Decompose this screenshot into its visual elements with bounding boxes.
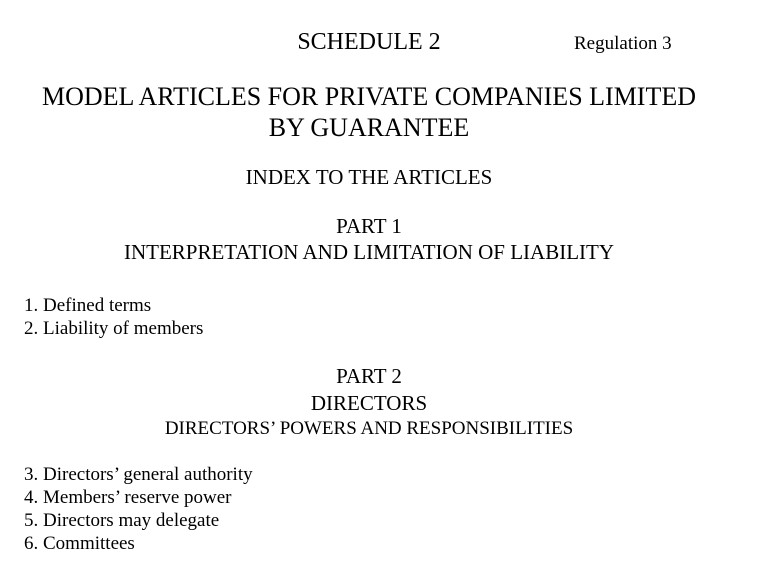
document-title-line-2: BY GUARANTEE: [268, 113, 470, 142]
schedule-heading: SCHEDULE 2: [297, 29, 441, 55]
part-2-subtitle: DIRECTORS’ POWERS AND RESPONSIBILITIES: [164, 418, 574, 439]
article-list-item: 5. Directors may delegate: [24, 510, 220, 531]
regulation-reference: Regulation 3: [574, 33, 672, 54]
index-heading: INDEX TO THE ARTICLES: [245, 165, 493, 189]
part-2-article-list: [24, 465, 253, 557]
article-list-item: 4. Members’ reserve power: [24, 487, 232, 508]
part-2-title: DIRECTORS: [310, 391, 428, 415]
article-list-item: 3. Directors’ general authority: [24, 464, 253, 485]
part-2-label: PART 2: [336, 364, 402, 388]
article-list-item: 1. Defined terms: [24, 295, 152, 316]
article-list-item: 2. Liability of members: [24, 318, 204, 339]
document-title-line-1: MODEL ARTICLES FOR PRIVATE COMPANIES LIMITED: [41, 82, 697, 111]
part-1-title: INTERPRETATION AND LIMITATION OF LIABILITY: [123, 240, 615, 264]
part-1-label: PART 1: [336, 214, 402, 238]
article-list-item: 6. Committees: [24, 533, 135, 554]
part-1-article-list: [24, 296, 203, 342]
